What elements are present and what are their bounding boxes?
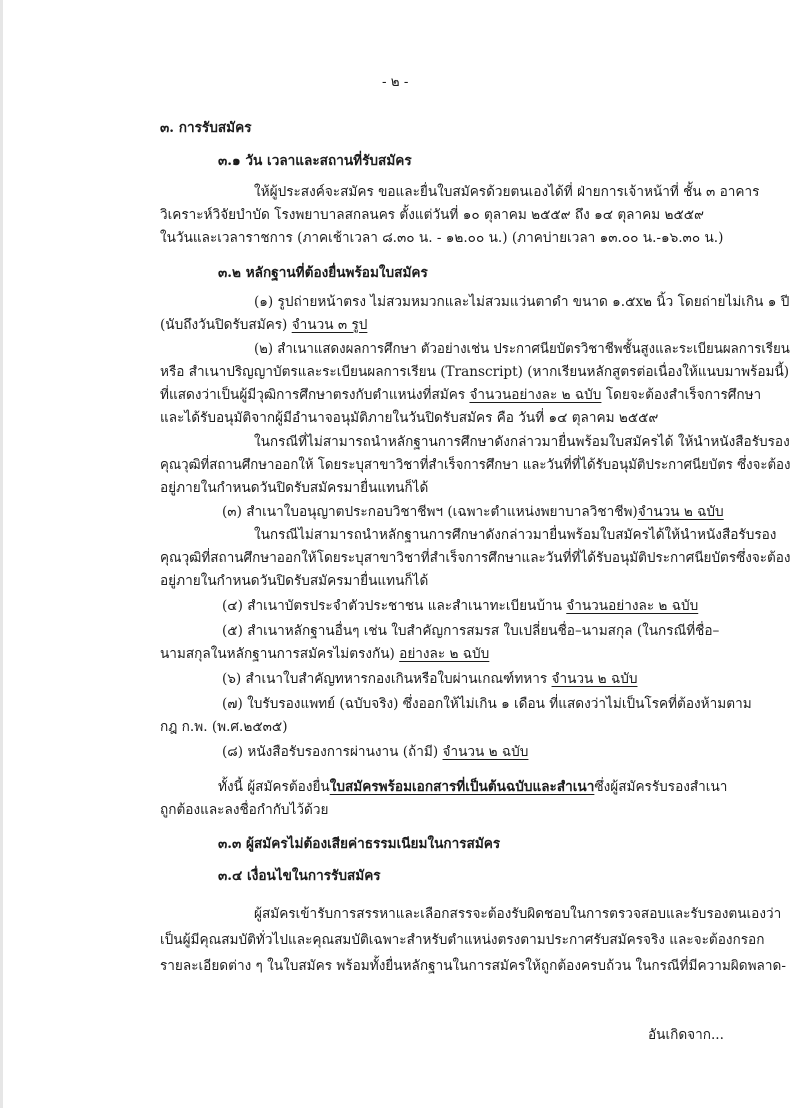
list-item: (๖) สำเนาใบสำคัญทหารกองเกินหรือใบผ่านเกณฑ์ทหาร จำนวน ๒ ฉบับ — [222, 671, 638, 687]
list-item: (๓) สำเนาใบอนุญาตประกอบวิชาชีพฯ (เฉพาะตำแหน่งพยาบาลวิชาชีพ)จำนวน ๒ ฉบับ — [222, 504, 724, 520]
quantity-note: จำนวน ๒ ฉบับ — [637, 504, 724, 520]
section-3-4-heading: ๓.๔ เงื่อนไขในการรับสมัคร — [218, 868, 381, 884]
list-item: (๕) สำเนาหลักฐานอื่นๆ เช่น ใบสำคัญการสมรส ใบเปลี่ยนชื่อ–นามสกุล (ในกรณีที่ชื่อ– — [222, 623, 720, 639]
paragraph-line: ให้ผู้ประสงค์จะสมัคร ขอและยื่นใบสมัครด้วยตนเองได้ที่ ฝ่ายการเจ้าหน้าที่ ชั้น ๓ อาคาร — [254, 184, 760, 200]
list-item-cont: ในกรณีไม่สามารถนำหลักฐานการศึกษาดังกล่าวมายื่นพร้อมใบสมัครได้ให้นำหนังสือรับรอง — [254, 527, 777, 543]
paragraph-line: ผู้สมัครเข้ารับการสรรหาและเลือกสรรจะต้องรับผิดชอบในการตรวจสอบและรับรองตนเองว่า — [254, 906, 782, 922]
list-item: (๒) สำเนาแสดงผลการศึกษา ตัวอย่างเช่น ประกาศนียบัตรวิชาชีพชั้นสูงและระเบียนผลการเรียน — [254, 341, 790, 357]
paragraph-line: เป็นผู้มีคุณสมบัติทั่วไปและคุณสมบัติเฉพาะสำหรับตำแหน่งตรงตามประกาศรับสมัครจริง และจะต้องกรอก — [160, 932, 765, 948]
note-paragraph: ทั้งนี้ ผู้สมัครต้องยื่นใบสมัครพร้อมเอกสารที่เป็นต้นฉบับและสำเนาซึ่งผู้สมัครรับรองสำเนา — [218, 779, 728, 795]
list-item-cont: (นับถึงวันปิดรับสมัคร) จำนวน ๓ รูป — [160, 317, 368, 333]
list-item-cont: ในกรณีที่ไม่สามารถนำหลักฐานการศึกษาดังกล่าวมายื่นพร้อมใบสมัครได้ ให้นำหนังสือรับรอง — [254, 434, 790, 450]
page-number: - ๒ - — [381, 74, 409, 90]
list-item-cont: กฎ ก.พ. (พ.ศ.๒๕๓๕) — [160, 719, 288, 735]
quantity-note: จำนวนอย่างละ ๒ ฉบับ — [469, 387, 602, 403]
paragraph-line: รายละเอียดต่าง ๆ ในใบสมัคร พร้อมทั้งยื่นหลักฐานในการสมัครให้ถูกต้องครบถ้วน ในกรณีที่มีความผิดพลาด- — [160, 958, 786, 974]
section-3-heading: ๓. การรับสมัคร — [160, 120, 252, 136]
list-item-cont: และได้รับอนุมัติจากผู้มีอำนาจอนุมัติภายในวันปิดรับสมัคร คือ วันที่ ๑๔ ตุลาคม ๒๕๕๙ — [160, 410, 659, 426]
list-item: (๔) สำเนาบัตรประจำตัวประชาชน และสำเนาทะเบียนบ้าน จำนวนอย่างละ ๒ ฉบับ — [222, 598, 699, 614]
continuation-text: อันเกิดจาก... — [648, 1027, 724, 1043]
list-item: (๑) รูปถ่ายหน้าตรง ไม่สวมหมวกและไม่สวมแว่นตาดำ ขนาด ๑.๕x๒ นิ้ว โดยถ่ายไม่เกิน ๑ ปี — [254, 294, 790, 310]
list-item: (๘) หนังสือรับรองการผ่านงาน (ถ้ามี) จำนวน ๒ ฉบับ — [222, 744, 529, 760]
list-item-cont: ที่แสดงว่าเป็นผู้มีวุฒิการศึกษาตรงกับตำแหน่งที่สมัคร จำนวนอย่างละ ๒ ฉบับ โดยจะต้องสำเร็จการศึกษา — [160, 387, 762, 403]
paragraph-line: วิเคราะห์วิจัยบำบัด โรงพยาบาลสกลนคร ตั้งแต่วันที่ ๑๐ ตุลาคม ๒๕๕๙ ถึง ๑๔ ตุลาคม ๒๕๕๙ — [160, 207, 705, 223]
list-item-cont: นามสกุลในหลักฐานการสมัครไม่ตรงกัน) อย่างละ ๒ ฉบับ — [160, 646, 490, 662]
list-item-cont: คุณวุฒิที่สถานศึกษาออกให้ โดยระบุสาขาวิชาที่สำเร็จการศึกษา และวันที่ที่ได้รับอนุมัติประกาศนียบัตร ซึ่งจะต้อง — [160, 457, 791, 473]
list-item-cont: อยู่ภายในกำหนดวันปิดรับสมัครมายื่นแทนก็ได้ — [160, 573, 429, 589]
section-3-1-heading: ๓.๑ วัน เวลาและสถานที่รับสมัคร — [218, 153, 412, 169]
section-3-3-heading: ๓.๓ ผู้สมัครไม่ต้องเสียค่าธรรมเนียมในการสมัคร — [218, 836, 501, 852]
quantity-note: จำนวน ๒ ฉบับ — [442, 744, 529, 760]
quantity-note: อย่างละ ๒ ฉบับ — [399, 646, 490, 662]
scan-edge — [0, 0, 3, 1108]
emphasis-note: ใบสมัครพร้อมเอกสารที่เป็นต้นฉบับและสำเนา — [329, 779, 595, 795]
quantity-note: จำนวน ๒ ฉบับ — [551, 671, 638, 687]
paragraph-line: ในวันและเวลาราชการ (ภาคเช้าเวลา ๘.๓๐ น. - ๑๒.๐๐ น.) (ภาคบ่ายเวลา ๑๓.๐๐ น.-๑๖.๓๐ น.) — [160, 230, 724, 246]
quantity-note: จำนวนอย่างละ ๒ ฉบับ — [566, 598, 699, 614]
list-item-cont: อยู่ภายในกำหนดวันปิดรับสมัครมายื่นแทนก็ได้ — [160, 480, 429, 496]
quantity-note: จำนวน ๓ รูป — [291, 317, 368, 333]
list-item-cont: คุณวุฒิที่สถานศึกษาออกให้โดยระบุสาขาวิชาที่สำเร็จการศึกษาและวันที่ที่ได้รับอนุมัติประกาศนียบัตรซึ่งจะต้อง — [160, 550, 791, 566]
section-3-2-heading: ๓.๒ หลักฐานที่ต้องยื่นพร้อมใบสมัคร — [218, 265, 428, 281]
list-item: (๗) ใบรับรองแพทย์ (ฉบับจริง) ซึ่งออกให้ไม่เกิน ๑ เดือน ที่แสดงว่าไม่เป็นโรคที่ต้องห้ามตาม — [222, 696, 752, 712]
list-item-cont: หรือ สำเนาปริญญาบัตรและระเบียนผลการเรียน (Transcript) (หากเรียนหลักสูตรต่อเนื่องให้แนบมาพร้อมนี้) — [160, 364, 790, 380]
note-paragraph-cont: ถูกต้องและลงชื่อกำกับไว้ด้วย — [160, 802, 329, 818]
